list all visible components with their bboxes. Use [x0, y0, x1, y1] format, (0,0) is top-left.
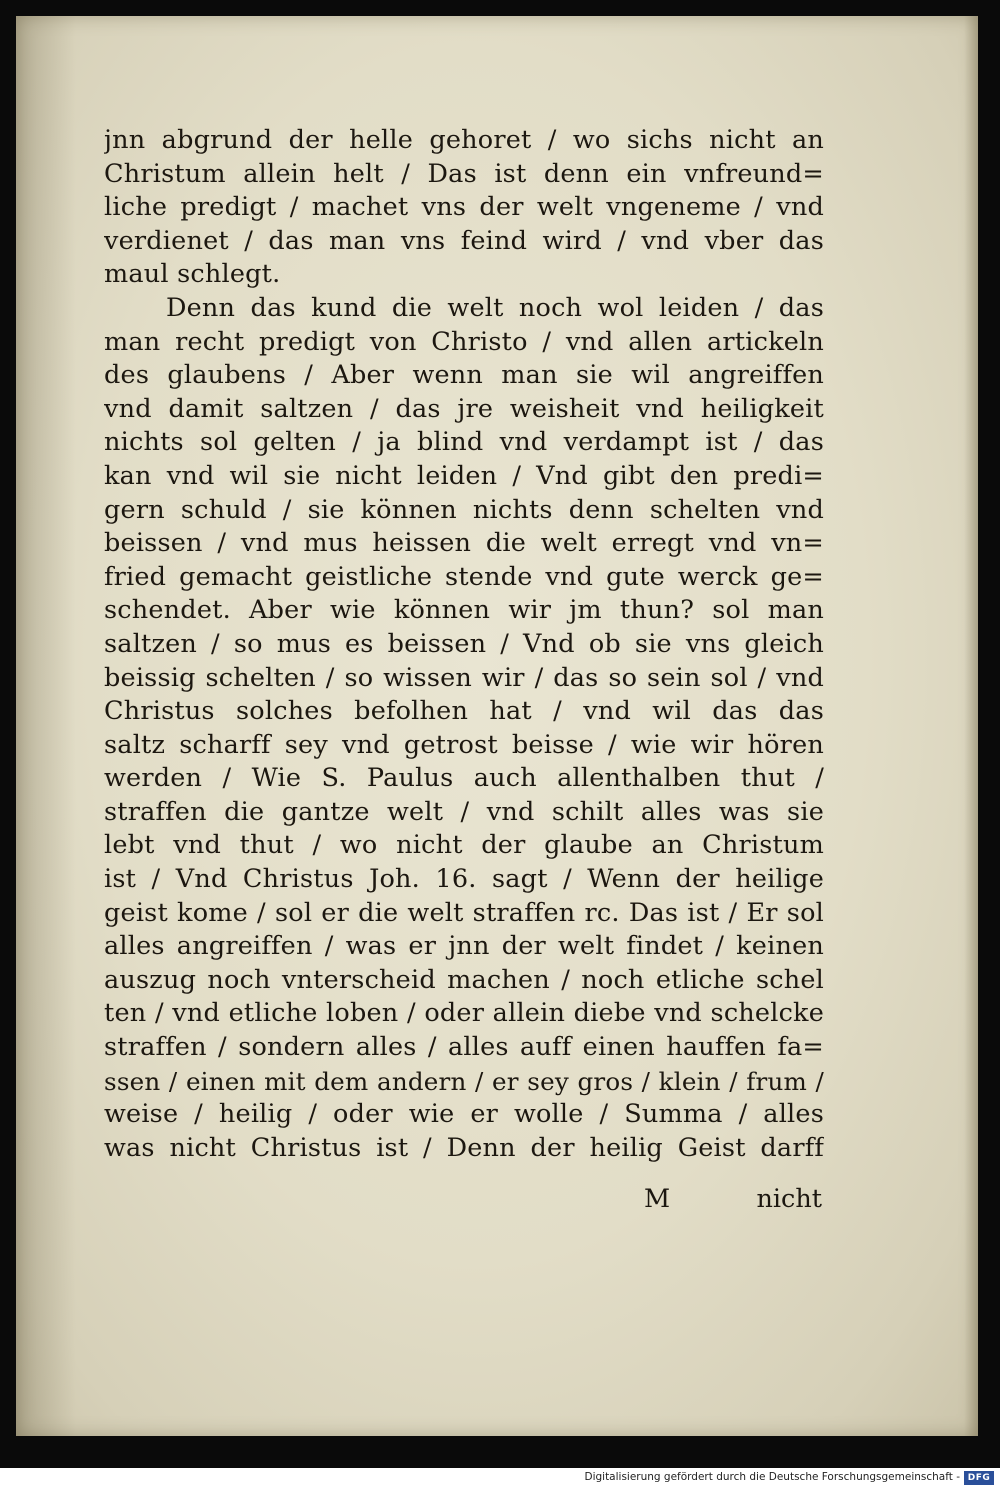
catchword: nicht	[756, 1184, 822, 1214]
text-line: des glaubens / Aber wenn man sie wil angreiffen	[104, 360, 824, 391]
text-line: maul schlegt.	[104, 259, 281, 290]
text-line: beissen / vnd mus heissen die welt erregt vnd vn=	[104, 528, 824, 559]
text-line: weise / heilig / oder wie er wolle / Summa / alles	[104, 1099, 824, 1130]
text-line: lebt vnd thut / wo nicht der glaube an Christum	[104, 830, 824, 861]
gutter-shadow	[16, 16, 76, 1436]
body-text	[104, 124, 824, 1165]
page-foot	[104, 1182, 824, 1218]
paragraph-first-line: Denn das kund die welt noch wol leiden / das	[166, 292, 824, 323]
text-line: schendet. Aber wie können wir jm thun? sol man	[104, 595, 824, 626]
text-line: ssen / einen mit dem andern / er sey gros / klein / frum /	[104, 1066, 824, 1096]
dfg-logo: DFG	[964, 1471, 994, 1485]
text-line: ist / Vnd Christus Joh. 16. sagt / Wenn der heilige	[104, 864, 824, 895]
text-line: ten / vnd etliche loben / oder allein diebe vnd schelcke	[104, 998, 824, 1029]
funding-credit: Digitalisierung gefördert durch die Deutsche Forschungsgemeinschaft -	[584, 1471, 960, 1483]
text-line: saltzen / so mus es beissen / Vnd ob sie vns gleich	[104, 628, 824, 659]
text-line: gern schuld / sie können nichts denn schelten vnd	[104, 494, 824, 525]
text-line: verdienet / das man vns feind wird / vnd vber das	[104, 225, 824, 256]
text-line: Christus solches befolhen hat / vnd wil das das	[104, 696, 824, 727]
text-line: straffen die gantze welt / vnd schilt alles was sie	[104, 796, 824, 827]
text-line: was nicht Christus ist / Denn der heilig Geist darff	[104, 1132, 824, 1163]
text-line: kan vnd wil sie nicht leiden / Vnd gibt den predi=	[104, 460, 824, 491]
text-line: werden / Wie S. Paulus auch allenthalben thut /	[104, 763, 824, 794]
text-line: saltz scharff sey vnd getrost beisse / wie wir hören	[104, 729, 824, 760]
text-line: vnd damit saltzen / das jre weisheit vnd heiligkeit	[104, 393, 824, 424]
text-line: nichts sol gelten / ja blind vnd verdampt ist / das	[104, 427, 824, 458]
text-line: Christum allein helt / Das ist denn ein vnfreund=	[104, 158, 824, 189]
text-line: straffen / sondern alles / alles auff einen hauffen fa=	[104, 1032, 824, 1063]
text-line: alles angreiffen / was er jnn der welt findet / keinen	[104, 931, 824, 962]
text-line: liche predigt / machet vns der welt vngeneme / vnd	[104, 192, 824, 223]
text-line: jnn abgrund der helle gehoret / wo sichs nicht an	[104, 125, 824, 155]
page-edge	[964, 16, 978, 1436]
text-line: beissig schelten / so wissen wir / das so sein sol / vnd	[104, 662, 824, 693]
text-line: geist kome / sol er die welt straffen rc. Das ist / Er sol	[104, 897, 824, 928]
footer-bar	[0, 1468, 1000, 1488]
text-line: auszug noch vnterscheid machen / noch etliche schel	[104, 964, 824, 995]
text-line: fried gemacht geistliche stende vnd gute werck ge=	[104, 561, 824, 592]
signature-mark: M	[644, 1184, 671, 1214]
text-line: man recht predigt von Christo / vnd allen artickeln	[104, 326, 824, 357]
